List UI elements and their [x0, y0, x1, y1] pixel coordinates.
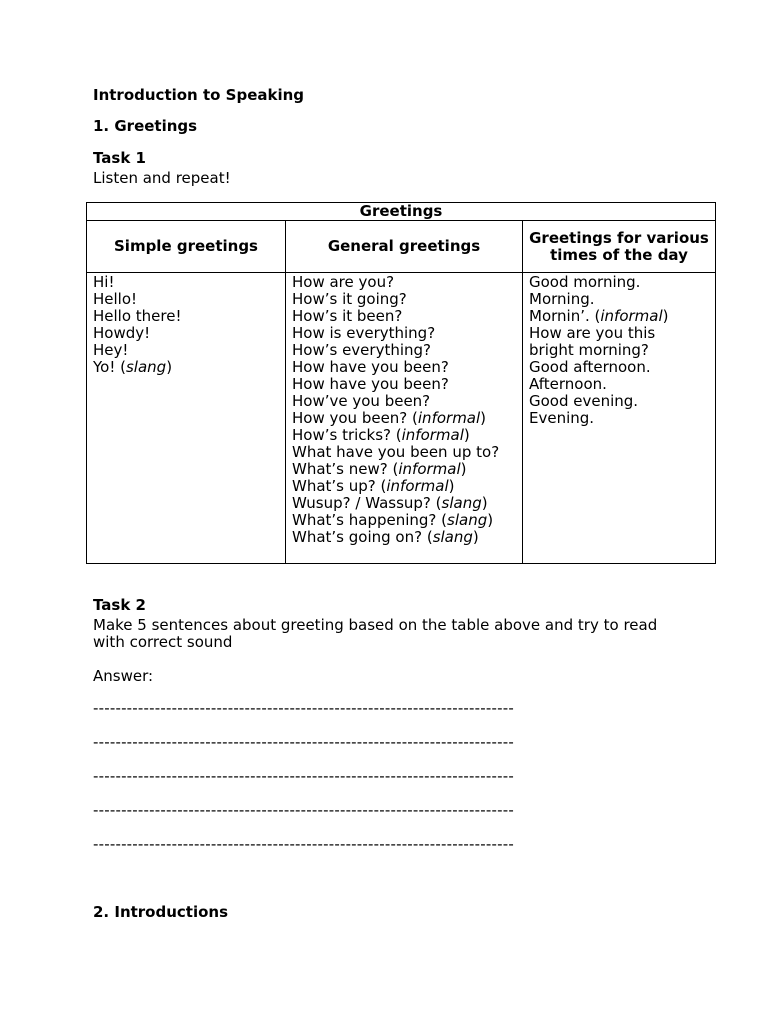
answer-line-2: --------------------------------------------------------------------------- — [93, 733, 514, 751]
greeting-entry: Afternoon. — [529, 375, 607, 393]
register-note: slang — [125, 358, 167, 376]
greeting-entry: bright morning? — [529, 341, 649, 359]
register-note: informal — [401, 426, 464, 444]
greeting-entry: Hello! — [93, 290, 138, 308]
greetings-table — [86, 202, 716, 564]
greeting-entry: How have you been? — [292, 358, 449, 376]
greeting-entry: How’s tricks? (informal) — [292, 426, 470, 444]
greeting-entry: Evening. — [529, 409, 595, 427]
register-note: informal — [600, 307, 663, 325]
greeting-entry: Mornin’. (informal) — [529, 307, 669, 325]
answer-line-1: --------------------------------------------------------------------------- — [93, 699, 514, 717]
task2-heading: Task 2 — [93, 596, 146, 614]
answer-line-3: --------------------------------------------------------------------------- — [93, 767, 514, 785]
greeting-entry: Hello there! — [93, 307, 182, 325]
column-header-general: General greetings — [286, 221, 523, 273]
greeting-entry: How are you this — [529, 324, 656, 342]
document-title: Introduction to Speaking — [93, 86, 305, 104]
column-header-times: Greetings for various times of the day — [523, 221, 716, 273]
register-note: slang — [432, 528, 473, 546]
greeting-entry: Good evening. — [529, 392, 639, 410]
answer-line-4: --------------------------------------------------------------------------- — [93, 801, 514, 819]
greeting-entry: What’s happening? (slang) — [292, 511, 494, 529]
section-heading-introductions: 2. Introductions — [93, 903, 229, 921]
column-header-simple: Simple greetings — [87, 221, 286, 273]
greeting-entry: Good afternoon. — [529, 358, 651, 376]
greeting-entry: How have you been? — [292, 375, 449, 393]
greeting-entry: Yo! (slang) — [93, 358, 173, 376]
greeting-entry: How is everything? — [292, 324, 436, 342]
greeting-entry: Morning. — [529, 290, 595, 308]
greeting-entry: What’s up? (informal) — [292, 477, 455, 495]
register-note: informal — [417, 409, 481, 427]
greeting-entry: How’s it going? — [292, 290, 407, 308]
greeting-entry: Hey! — [93, 341, 129, 359]
greeting-entry: How’ve you been? — [292, 392, 431, 410]
task1-instruction: Listen and repeat! — [93, 169, 231, 187]
greeting-entry: Hi! — [93, 273, 115, 291]
section-heading-greetings: 1. Greetings — [93, 117, 198, 135]
register-note: slang — [447, 511, 488, 529]
answer-line-5: --------------------------------------------------------------------------- — [93, 835, 514, 853]
table-caption: Greetings — [87, 203, 716, 221]
general-greetings-cell — [286, 273, 523, 564]
greeting-entry: Wusup? / Wassup? (slang) — [292, 494, 488, 512]
register-note: slang — [441, 494, 482, 512]
greeting-entry: How’s it been? — [292, 307, 403, 325]
greeting-entry: Howdy! — [93, 324, 151, 342]
answer-label: Answer: — [93, 667, 154, 685]
greeting-entry: What’s going on? (slang) — [292, 528, 479, 546]
register-note: informal — [398, 460, 461, 478]
greeting-entry: Good morning. — [529, 273, 641, 291]
greeting-entry: How’s everything? — [292, 341, 431, 359]
greeting-entry: How are you? — [292, 273, 395, 291]
greeting-entry: How you been? (informal) — [292, 409, 487, 427]
simple-greetings-cell — [87, 273, 286, 564]
greeting-entry: What have you been up to? — [292, 443, 500, 461]
task1-heading: Task 1 — [93, 149, 146, 167]
task2-instruction: Make 5 sentences about greeting based on the table above and try to read with correct sound — [93, 616, 658, 651]
times-greetings-cell — [523, 273, 716, 564]
greeting-entry: What’s new? (informal) — [292, 460, 467, 478]
register-note: informal — [386, 477, 449, 495]
